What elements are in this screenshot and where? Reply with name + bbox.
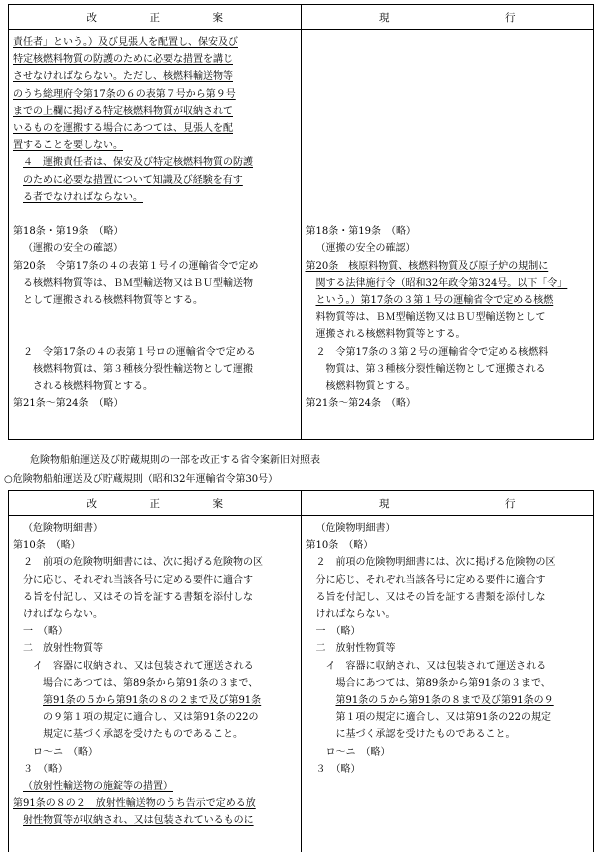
text-line (13, 344, 297, 361)
line-text: 第18条・第19条 （略） (13, 226, 124, 238)
line-text: ４ 運搬責任者は、保安及び特定核燃料物質の防護 (23, 157, 253, 169)
line-text: 規定に基づく承認を受けたものであること。 (43, 729, 243, 741)
text-line (306, 68, 590, 85)
line-text: 場合にあつては、第89条から第91条の３まで、 (335, 677, 551, 689)
text-line (306, 154, 590, 171)
line-text: 特定核燃料物質の防護のために必要な措置を講じ (13, 54, 233, 66)
text-line (13, 172, 297, 189)
line-text: ３ （略） (23, 763, 68, 775)
line-text: 第91条の８の２ 放射性輸送物のうち告示で定める放 (13, 798, 256, 810)
text-line (306, 240, 590, 257)
line-text: 第10条 （略） (13, 540, 81, 552)
text-line (306, 326, 590, 343)
text-line (306, 344, 590, 361)
line-text: る者でなければならない。 (23, 191, 143, 203)
line-text: ロ～ニ （略） (33, 746, 98, 758)
line-text: 置することを要しない。 (13, 140, 123, 152)
text-line (13, 34, 297, 51)
line-text: に基づく承認を受けたものであること。 (335, 729, 516, 741)
text-line (306, 292, 590, 309)
text-line (306, 572, 590, 589)
text-line (306, 640, 590, 657)
comparison-table-1 (8, 4, 594, 440)
text-line (306, 395, 590, 412)
text-line (13, 589, 297, 606)
text-line (13, 554, 297, 571)
line-text: 責任者」という。）及び見張人を配置し、保安及び (13, 37, 238, 48)
text-line (13, 120, 297, 137)
current-column (302, 516, 594, 852)
line-text: 第21条～第24条 （略） (13, 398, 124, 410)
line-text: される核燃料物質とする。 (33, 381, 153, 393)
line-text: イ 容器に収納され、又は包装されて運送される (325, 660, 547, 672)
line-text: 第91条の５から第91条の８の２まで及び第91条 (43, 695, 262, 707)
text-line (306, 258, 590, 275)
text-line (13, 537, 297, 554)
text-line (306, 51, 590, 68)
text-line (13, 726, 297, 743)
line-text: 第21条～第24条 （略） (305, 398, 416, 410)
header-revised-draft: 改 正 案 (9, 5, 302, 29)
header-revised-draft: 改 正 案 (9, 491, 302, 515)
line-text: として運搬される核燃料物質等とする。 (23, 295, 203, 307)
line-text: ３ （略） (315, 763, 361, 775)
line-text: いるものを運搬する場合にあつては、見張人を配 (13, 123, 233, 135)
text-line (306, 275, 590, 292)
text-line (13, 378, 297, 395)
line-text: ければならない。 (315, 609, 396, 621)
line-text: 関する法律施行令（昭和32年政令第324号。以下「令」 (315, 277, 568, 289)
line-text: 二 放射性物質等 (23, 643, 103, 655)
text-line (13, 292, 297, 309)
current-column (302, 30, 594, 440)
comparison-table-2 (8, 490, 594, 852)
regulation-title: ○危険物船舶運送及び貯蔵規則（昭和32年運輸省令第30号） (4, 474, 279, 485)
text-line (13, 572, 297, 589)
line-text: 一 （略） (23, 626, 68, 638)
text-line (13, 51, 297, 68)
line-text: 第20条 核原料物質、核燃料物質及び原子炉の規制に (305, 260, 549, 272)
text-line (13, 520, 297, 537)
line-text: ２ 前項の危険物明細書には、次に掲げる危険物の区 (23, 557, 263, 569)
text-line (306, 554, 590, 571)
text-line (13, 812, 297, 829)
text-line (13, 275, 297, 292)
header-current: 現 行 (379, 11, 516, 24)
text-line (13, 206, 297, 223)
text-line (13, 68, 297, 85)
text-line (13, 640, 297, 657)
text-line (306, 137, 590, 154)
line-text: イ 容器に収納され、又は包装されて運送される (33, 660, 254, 672)
text-line (306, 206, 590, 223)
text-line (13, 189, 297, 206)
line-text: までの上欄に掲げる特定核燃料物質が収納されて (13, 105, 233, 117)
text-line (13, 361, 297, 378)
line-text: という。）第17条の３第１号の運輸省令で定める核燃 (315, 295, 554, 307)
line-text: 第91条の５から第91条の８まで及び第91条の９ (335, 695, 554, 707)
table-header (9, 5, 593, 30)
text-line (306, 34, 590, 51)
text-line (13, 223, 297, 240)
text-line (13, 103, 297, 120)
line-text: 核燃料物質は、第３種核分裂性輸送物として運搬 (33, 363, 253, 375)
text-line (13, 623, 297, 640)
text-line (306, 709, 590, 726)
text-line (13, 658, 297, 675)
line-text: 場合にあつては、第89条から第91条の３まで、 (43, 677, 259, 689)
line-text: 運搬される核燃料物質等とする。 (315, 329, 466, 341)
line-text: 二 放射性物質等 (315, 643, 396, 655)
text-line (306, 378, 590, 395)
line-text: 核燃料物質とする。 (325, 381, 416, 393)
text-line (13, 309, 297, 326)
table-header (9, 491, 593, 516)
text-line (13, 709, 297, 726)
line-text: 物質は、第３種核分裂性輸送物として運搬される (325, 363, 546, 375)
line-text: ２ 令第17条の４の表第１号ロの運輸省令で定める (23, 346, 256, 358)
line-text: 一 （略） (315, 626, 361, 638)
line-text: る旨を付記し、又はその旨を証する書類を添付しな (23, 591, 253, 603)
document-title: 危険物船舶運送及び貯蔵規則の一部を改正する省令案新旧対照表 (30, 455, 320, 466)
line-text: ２ 令第17条の３第２号の運輸省令で定める核燃料 (315, 346, 549, 358)
text-line (13, 778, 297, 795)
line-text: のうち総理府令第17条の６の表第７号から第９号 (13, 88, 236, 100)
text-line (13, 606, 297, 623)
line-text: 第１項の規定に適合し、又は第91条の22の規定 (335, 712, 551, 724)
text-line (306, 103, 590, 120)
line-text: （運搬の安全の確認） (23, 243, 123, 255)
text-line (13, 744, 297, 761)
line-text: （運搬の安全の確認） (315, 243, 416, 255)
line-text: ロ～ニ （略） (325, 746, 391, 758)
text-line (306, 86, 590, 103)
line-text: （危険物明細書） (315, 523, 396, 534)
text-line (13, 692, 297, 709)
text-line (13, 86, 297, 103)
revised-draft-column (9, 516, 302, 852)
text-line (306, 223, 590, 240)
text-line (13, 240, 297, 257)
text-line (306, 120, 590, 137)
text-line (306, 172, 590, 189)
line-text: る核燃料物質等は、ＢＭ型輸送物又はＢＵ型輸送物 (23, 277, 253, 289)
text-line (306, 675, 590, 692)
line-text: ければならない。 (23, 609, 103, 621)
text-line (306, 623, 590, 640)
text-line (306, 726, 590, 743)
line-text: る旨を付記し、又はその旨を証する書類を添付しな (315, 591, 546, 603)
line-text: 第10条 （略） (305, 540, 374, 552)
line-text: （放射性輸送物の施錠等の措置） (23, 781, 173, 793)
text-line (13, 154, 297, 171)
header-current: 現 行 (379, 497, 516, 510)
text-line (306, 761, 590, 778)
text-line (13, 326, 297, 343)
text-line (306, 589, 590, 606)
line-text: 料物質等は、ＢＭ型輸送物又はＢＵ型輸送物として (315, 312, 546, 324)
revised-draft-column (9, 30, 302, 440)
text-line (13, 258, 297, 275)
line-text: ２ 前項の危険物明細書には、次に掲げる危険物の区 (315, 557, 556, 569)
text-line (13, 675, 297, 692)
line-text: （危険物明細書） (23, 523, 103, 534)
line-text: 第18条・第19条 （略） (305, 226, 416, 238)
text-line (306, 658, 590, 675)
line-text: 分に応じ、それぞれ当該各号に定める要件に適合す (23, 574, 253, 586)
line-text: のために必要な措置について知識及び経験を有す (23, 174, 243, 186)
text-line (306, 309, 590, 326)
line-text: させなければならない。ただし、核燃料輸送物等 (13, 71, 233, 83)
line-text: の９第１項の規定に適合し、又は第91条の22の (43, 712, 259, 724)
text-line (13, 395, 297, 412)
line-text: 分に応じ、それぞれ当該各号に定める要件に適合す (315, 574, 546, 586)
text-line (306, 606, 590, 623)
text-line (13, 761, 297, 778)
text-line (306, 537, 590, 554)
text-line (306, 744, 590, 761)
text-line (13, 137, 297, 154)
text-line (306, 361, 590, 378)
text-line (13, 795, 297, 812)
text-line (306, 189, 590, 206)
text-line (306, 520, 590, 537)
line-text: 第20条 令第17条の４の表第１号イの運輸省令で定め (13, 260, 259, 272)
text-line (306, 692, 590, 709)
line-text: 射性物質等が収納され、又は包装されているものに (23, 815, 254, 827)
